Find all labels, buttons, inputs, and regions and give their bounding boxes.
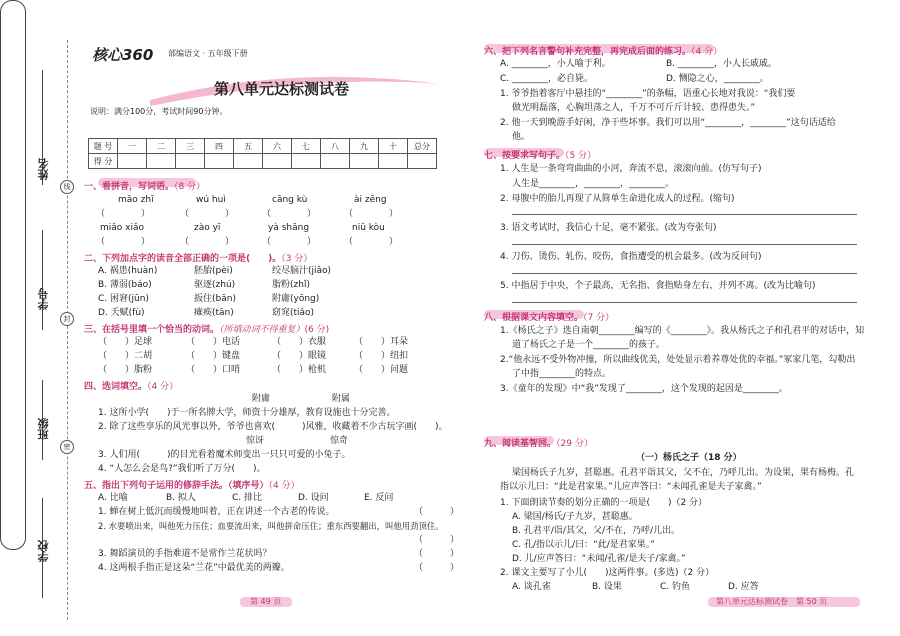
binding-strip <box>0 0 26 550</box>
score-header-cell: 八 <box>321 139 350 154</box>
answer-box[interactable]: （ ） <box>262 209 317 219</box>
answer-box[interactable]: （ ） <box>414 535 460 545</box>
fill-sentence: 1. 这所小学( )于一所名牌大学，师资十分雄厚，教育设施也十分完善。 <box>98 408 396 418</box>
verb-fill-item[interactable]: （ ）键盘 <box>186 351 241 361</box>
option-a-2: 胚胎(pèi) <box>194 266 233 276</box>
score-cell[interactable] <box>176 154 205 169</box>
pinyin-2: wú huì <box>196 195 226 205</box>
section-3-title: 三、在括号里填一个恰当的动词。（所填动词不得重复）(6 分) <box>84 325 330 335</box>
option-b-2: 驱逐(zhú) <box>194 280 236 290</box>
school-label: 学校 <box>37 540 50 562</box>
verb-fill-item[interactable]: （ ）二胡 <box>98 351 153 361</box>
question-text: 1. 人生是一条弯弯曲曲的小河，奔流不息，滚滚向前。(仿写句子) <box>500 164 762 174</box>
answer-box[interactable]: （ ） <box>414 549 460 559</box>
answer-box[interactable]: （ ） <box>96 209 151 219</box>
option-a-3: 绞尽脑汁(jiǎo) <box>272 266 332 276</box>
question-text: 4. 刀伤、烫伤、轧伤、咬伤，食指遭受的机会最多。(改为反问句) <box>500 252 762 262</box>
answer-box[interactable]: （ ） <box>96 237 151 247</box>
score-cell[interactable] <box>379 154 408 169</box>
answer-box[interactable]: （ ） <box>414 563 460 573</box>
answer-option: D. 儿/应声答曰：“未闻/孔雀/是夫子/家禽。” <box>512 554 686 564</box>
verb-fill-item[interactable]: （ ）衣服 <box>272 337 327 347</box>
rhetoric-option: D. 设问 <box>298 493 329 503</box>
pinyin-7: yà shāng <box>268 223 310 233</box>
section-1-title: 一、看拼音，写词语。（8 分） <box>84 182 206 192</box>
proverb-d: D. 恻隐之心，________。 <box>666 74 769 84</box>
rhetoric-option: E. 反问 <box>364 493 394 503</box>
page-number-right: 第八单元达标测试卷 第 50 页 <box>716 597 828 606</box>
score-header-cell: 六 <box>263 139 292 154</box>
pinyin-3: cāng kù <box>272 195 308 205</box>
cut-line <box>67 40 68 620</box>
answer-option: D. 应答 <box>728 582 759 592</box>
rhetoric-option: A. 比喻 <box>98 493 128 503</box>
name-label: 姓名 <box>37 158 50 180</box>
proverb-b: B. ________，小人长戚戚。 <box>666 59 777 69</box>
rhetoric-option: B. 拟人 <box>166 493 196 503</box>
answer-box[interactable]: （ ） <box>414 507 460 517</box>
answer-line[interactable] <box>512 244 857 245</box>
option-b: B. 薄弱(báo) <box>98 280 152 290</box>
answer-option: A. 谈孔雀 <box>512 582 551 592</box>
verb-fill-item[interactable]: （ ）纽扣 <box>354 351 409 361</box>
question-text: 他。 <box>512 132 531 142</box>
verb-fill-item[interactable]: （ ）枪机 <box>272 365 327 375</box>
verb-fill-item[interactable]: （ ）口哨 <box>186 365 241 375</box>
section-6-title: 六、把下列名言警句补充完整，再完成后面的练习。（4 分） <box>484 47 723 57</box>
score-row-label: 得 分 <box>89 154 118 169</box>
score-header-cell: 总分 <box>408 139 437 154</box>
question-text: 2. 课文主要写了小儿( )这两件事。(多选)（2 分） <box>500 568 715 578</box>
reading-subtitle: （一）杨氏之子（18 分） <box>636 453 742 463</box>
page-number-left: 第 49 页 <box>250 597 282 606</box>
question-text: 5. 中指居于中央，个子最高，无名指、食指贴身左右，并列不离。(改为比喻句) <box>500 281 816 291</box>
seal-mark: 封 <box>60 312 74 326</box>
binding-line <box>42 230 43 330</box>
score-header-cell: 二 <box>147 139 176 154</box>
score-cell[interactable] <box>263 154 292 169</box>
answer-line[interactable] <box>512 302 857 303</box>
option-d-2: 瘫痪(tān) <box>194 308 234 318</box>
reading-passage: 梁国杨氏子九岁，甚聪惠。孔君平诣其父，父不在，乃呼儿出。为设果，果有杨梅。孔 <box>512 468 855 478</box>
score-header-cell: 题 号 <box>89 139 118 154</box>
score-header-cell: 七 <box>292 139 321 154</box>
answer-option: B. 孔君平/诣/其父，父/不在，乃呼/儿出。 <box>512 526 681 536</box>
rhetoric-option: C. 排比 <box>232 493 263 503</box>
question-text: 2. 母腹中的胎儿再现了从简单生命进化成人的过程。(缩句) <box>500 194 735 204</box>
score-table <box>88 138 437 169</box>
question-text: 做光明磊落，心胸坦荡之人，千万不可斤斤计较、患得患失。” <box>512 103 756 113</box>
pinyin-8: niǔ kòu <box>352 223 385 233</box>
answer-box[interactable]: （ ） <box>344 237 399 247</box>
answer-option: C. 孔/指以示儿/曰：“此/是君家果。” <box>512 540 655 550</box>
reading-passage: 指以示儿曰：“此是君家果。”儿应声答曰：“未闻孔雀是夫子家禽。” <box>500 482 762 492</box>
seal-mark: 密 <box>60 440 74 454</box>
seal-mark: 线 <box>60 180 74 194</box>
section-9-title: 九、阅读基智园。（29 分） <box>484 439 593 449</box>
verb-fill-item[interactable]: （ ）问题 <box>354 365 409 375</box>
question-text: 了中指________的特点。 <box>512 369 612 379</box>
answer-option: A. 梁国/杨氏/子九岁，甚聪惠。 <box>512 512 638 522</box>
answer-box[interactable]: （ ） <box>344 209 399 219</box>
option-d: D. 夭赋(fù) <box>98 308 145 318</box>
proverb-c: C. ________，必自毙。 <box>500 74 594 84</box>
score-header-cell: 十 <box>379 139 408 154</box>
class-label: 班级 <box>37 418 50 440</box>
option-c-3: 附庸(yōng) <box>272 294 320 304</box>
section-8-title: 八、根据课文内容填空。（7 分） <box>484 313 615 323</box>
section-5-title: 五、指出下列句子运用的修辞手法。（填序号）（4 分） <box>84 481 300 491</box>
word-choice: 惊讶 <box>246 436 265 446</box>
verb-fill-item[interactable]: （ ）眼镜 <box>272 351 327 361</box>
score-header-cell: 三 <box>176 139 205 154</box>
answer-option: C. 钓鱼 <box>660 582 691 592</box>
question-text: 人生是________，________，________。 <box>512 179 675 189</box>
rhetoric-item: 1. 蝉在树上低沉而缓慢地叫着，正在讲述一个古老的传说。 <box>98 507 335 517</box>
score-cell[interactable] <box>292 154 321 169</box>
question-text: 1. 爷爷指着客厅中悬挂的“________”的条幅，语重心长地对我说：“我们要 <box>500 89 796 99</box>
word-choice: 附庸 <box>252 394 271 404</box>
score-header-cell: 一 <box>118 139 147 154</box>
rhetoric-item: 3. 舞蹈演员的手指难道不是常作兰花状吗？ <box>98 549 272 559</box>
answer-option: B. 设果 <box>592 582 622 592</box>
section-7-title: 七、按要求写句子。（5 分） <box>484 151 597 161</box>
score-cell[interactable] <box>205 154 234 169</box>
pinyin-1: mǎo zhī <box>118 195 154 205</box>
answer-line[interactable] <box>512 273 857 274</box>
score-cell[interactable] <box>234 154 263 169</box>
question-text: 2. 他一天到晚游手好闲，净干些坏事。我们可以用“________，________”这句话适给 <box>500 118 836 128</box>
option-a: A. 祸患(huàn) <box>98 266 158 276</box>
question-text: 1. 下面朗读节奏的划分正确的一项是( )（2 分） <box>500 498 708 508</box>
pinyin-6: zào yī <box>194 223 221 233</box>
score-cell[interactable] <box>350 154 379 169</box>
score-header-cell: 五 <box>234 139 263 154</box>
answer-line[interactable] <box>512 214 857 215</box>
score-header-cell: 九 <box>350 139 379 154</box>
exam-note: 说明：满分100分，考试时间90分钟。 <box>90 107 228 116</box>
edition-label: 部编语文 · 五年级下册 <box>168 49 248 58</box>
verb-fill-item[interactable]: （ ）脂粉 <box>98 365 153 375</box>
question-text: 3. 语文考试时，我信心十足，毫不紧张。(改为夸张句) <box>500 223 717 233</box>
brand-logo: 核心360 <box>92 46 154 64</box>
rhetoric-item: 4. 这两根手指正是这朵“兰花”中最优美的两瓣。 <box>98 563 290 573</box>
verb-fill-item[interactable]: （ ）电话 <box>186 337 241 347</box>
pinyin-5: miǎo xiǎo <box>100 223 144 233</box>
verb-fill-item[interactable]: （ ）耳朵 <box>354 337 409 347</box>
answer-box[interactable]: （ ） <box>262 237 317 247</box>
question-text: 3.《童年的发现》中“我”发现了________，这个发现的起因是________。 <box>500 384 788 394</box>
score-cell[interactable] <box>118 154 147 169</box>
word-choice: 惊奇 <box>330 436 349 446</box>
student-id-label: 学号 <box>37 288 50 310</box>
score-header-cell: 四 <box>205 139 234 154</box>
option-c: C. 困窘(jūn) <box>98 294 149 304</box>
score-cell[interactable] <box>321 154 350 169</box>
question-text: 2.“他永远不受外物冲撞，所以曲线优美，处处显示着养尊处优的幸福。”冢家几笔，勾勒出 <box>500 355 856 365</box>
question-text: 1.《杨氏之子》选自南朝________编写的《________》。我从杨氏之子和孔君平的对话中，知 <box>500 326 865 336</box>
option-b-3: 脂粉(zhǐ) <box>272 280 310 290</box>
fill-sentence: 3. 人们用( )的目光看着魔术师变出一只只可爱的小兔子。 <box>98 450 351 460</box>
pinyin-4: ài zēng <box>354 195 387 205</box>
verb-fill-item[interactable]: （ ）足球 <box>98 337 153 347</box>
word-choice: 附属 <box>332 394 351 404</box>
option-d-3: 窈窕(tiǎo) <box>272 308 315 318</box>
answer-box[interactable]: （ ） <box>180 209 235 219</box>
answer-box[interactable]: （ ） <box>180 237 235 247</box>
rhetoric-item: 2. 水要喷出来，叫他死力压住；血要流出来，叫他拼命压住；重东西要翻出，叫他用劲顶住。 <box>98 521 444 531</box>
section-2-title: 二、下列加点字的读音全部正确的一项是( )。（3 分） <box>84 254 313 264</box>
question-text: 道了杨氏之子是一个________的孩子。 <box>512 340 666 350</box>
score-cell[interactable] <box>408 154 437 169</box>
section-4-title: 四、选词填空。（4 分） <box>84 382 179 392</box>
fill-sentence: 4. “人怎么会是鸟?”我们听了万分( )。 <box>98 464 266 474</box>
fill-sentence: 2. 除了这些享乐的风光事以外，爷爷也喜欢( )风雅，收藏着不少古玩字画( )。 <box>98 422 448 432</box>
option-c-2: 扳住(bān) <box>194 294 236 304</box>
proverb-a: A. ________，小人喻于利。 <box>500 59 611 69</box>
page-title: 第八单元达标测试卷 <box>214 80 350 98</box>
score-cell[interactable] <box>147 154 176 169</box>
